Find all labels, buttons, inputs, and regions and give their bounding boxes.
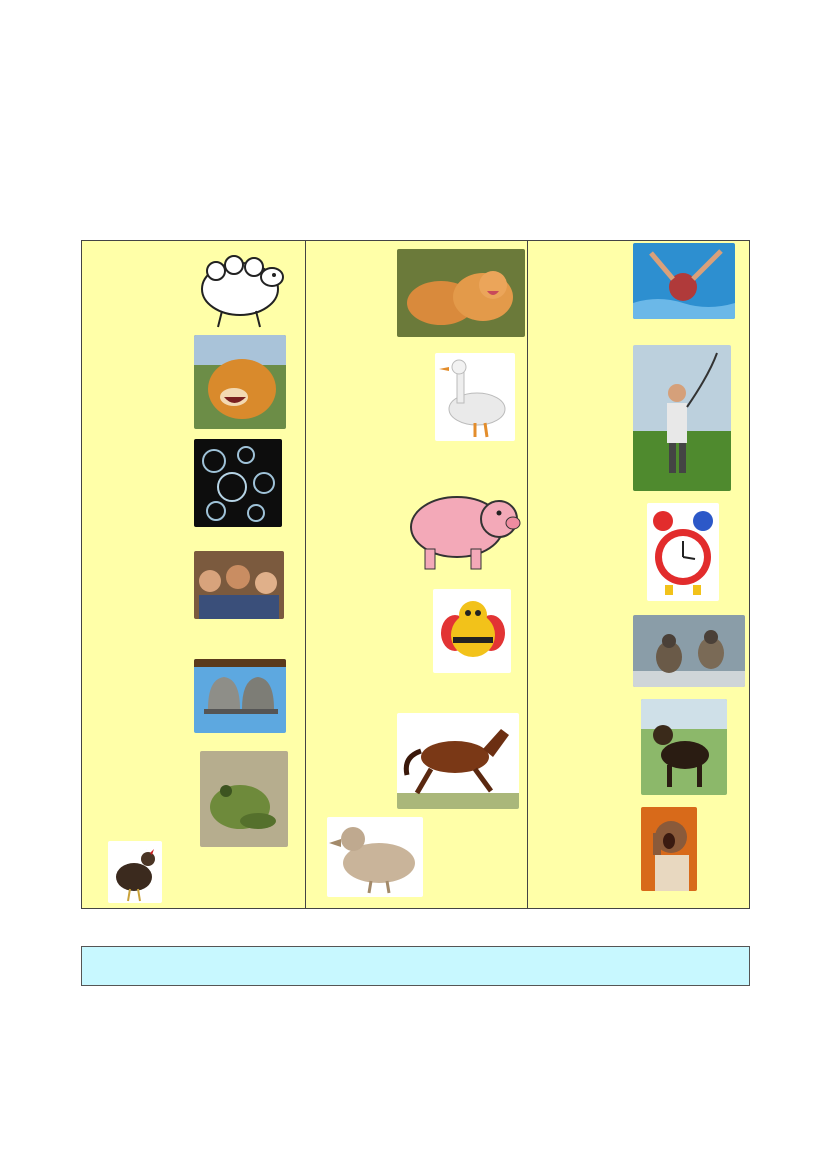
whip-man-picture [633, 345, 731, 491]
border-right [790, 80, 820, 1105]
word-column-2 [305, 241, 528, 908]
duck-picture [327, 817, 423, 897]
yawning-boy-picture [641, 807, 697, 891]
word-column-3 [527, 241, 750, 908]
word-column-1 [82, 241, 306, 908]
sheep-picture [194, 249, 286, 329]
dog-picture [194, 335, 286, 429]
clapping-crowd-picture [194, 551, 284, 619]
rooster-picture [108, 841, 162, 903]
horse-picture [397, 713, 519, 809]
bells-picture [194, 659, 286, 733]
kittens-picture [397, 249, 525, 337]
bee-toy-picture [433, 589, 511, 673]
goose-picture [435, 353, 515, 441]
dog2-picture [641, 699, 727, 795]
border-left [33, 80, 63, 1105]
border-bottom [30, 1090, 820, 1120]
pig-picture [401, 479, 525, 575]
swimmer-picture [633, 243, 735, 319]
border-top [30, 82, 820, 112]
answers-box [81, 946, 750, 986]
alarm-clock-picture [647, 503, 719, 601]
bubbles-picture [194, 439, 282, 527]
word-table [81, 240, 750, 909]
frog-picture [200, 751, 288, 847]
sparrows-picture [633, 615, 745, 687]
